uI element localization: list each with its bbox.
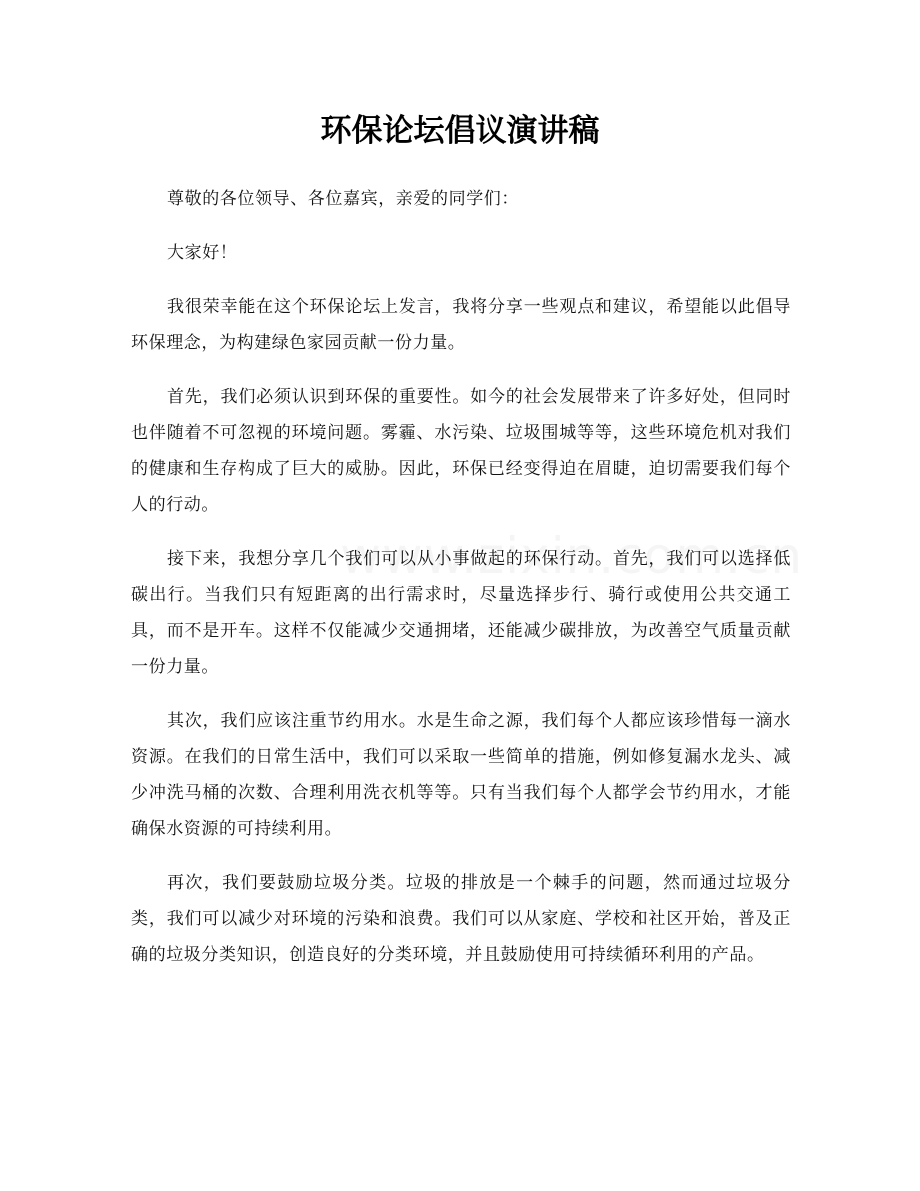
paragraph-greeting: 大家好！ (167, 243, 238, 263)
paragraph-salutation: 尊敬的各位领导、各位嘉宾，亲爱的同学们： (167, 189, 519, 209)
paragraph-water-saving: 其次，我们应该注重节约用水。水是生命之源，我们每个人都应该珍惜每一滴水资源。在我们的日常生活中，我们可以采取一些简单的措施，例如修复漏水龙头、减少冲洗马桶的次数、合理利用洗衣机等等。只有当我们每个人都学会节约用水，才能确保水资源的可持续利用。 (131, 711, 791, 839)
paragraph-importance: 首先，我们必须认识到环保的重要性。如今的社会发展带来了许多好处，但同时也伴随着不可忽视的环境问题。雾霾、水污染、垃圾围城等等，这些环境危机对我们的健康和生存构成了巨大的威胁。因此，环保已经变得迫在眉睫，迫切需要我们每个人的行动。 (131, 387, 791, 515)
paragraph-garbage-sorting: 再次，我们要鼓励垃圾分类。垃圾的排放是一个棘手的问题，然而通过垃圾分类，我们可以减少对环境的污染和浪费。我们可以从家庭、学校和社区开始，普及正确的垃圾分类知识，创造良好的分类环境，并且鼓励使用可持续循环利用的产品。 (131, 873, 791, 965)
document-body (131, 181, 791, 991)
paragraph-low-carbon: 接下来，我想分享几个我们可以从小事做起的环保行动。首先，我们可以选择低碳出行。当我们只有短距离的出行需求时，尽量选择步行、骑行或使用公共交通工具，而不是开车。这样不仅能减少交通拥堵，还能减少碳排放，为改善空气质量贡献一份力量。 (131, 549, 791, 677)
document-title: 环保论坛倡议演讲稿 (320, 113, 600, 149)
paragraph-intro: 我很荣幸能在这个环保论坛上发言，我将分享一些观点和建议，希望能以此倡导环保理念，为构建绿色家园贡献一份力量。 (131, 297, 791, 353)
